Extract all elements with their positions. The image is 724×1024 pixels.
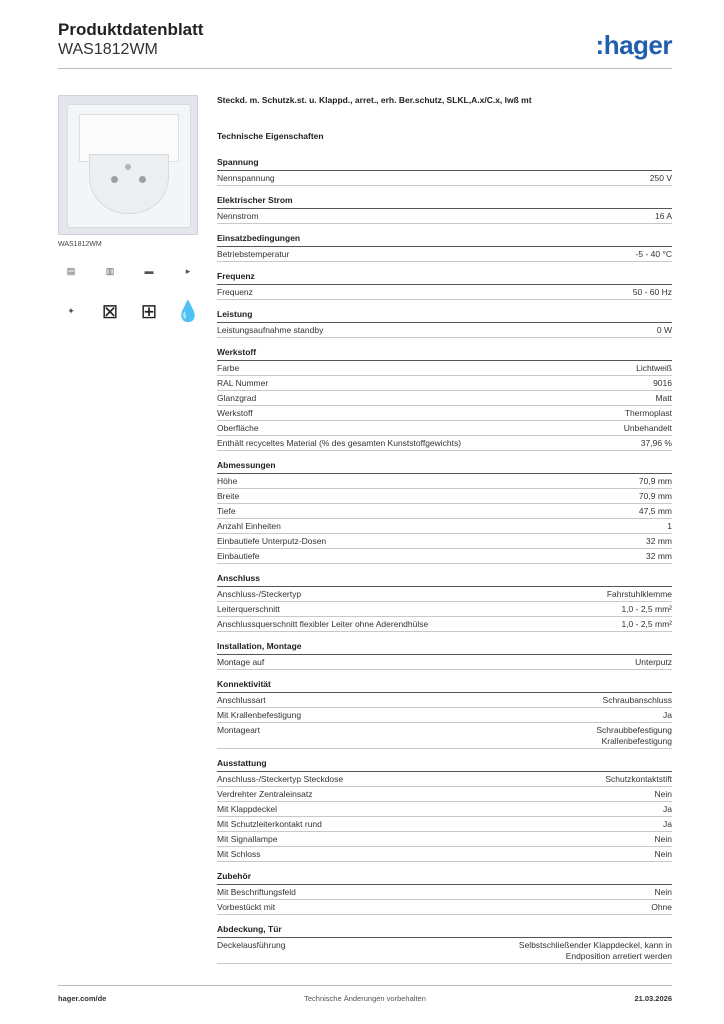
property-value-line: 250 V <box>649 172 672 183</box>
property-value-line: Ja <box>663 709 672 720</box>
group-title: Abmessungen <box>217 460 672 474</box>
property-value-line: Matt <box>655 392 672 403</box>
property-value <box>639 476 672 487</box>
property-row <box>217 323 672 338</box>
property-value <box>663 819 672 830</box>
property-value <box>636 363 672 374</box>
property-value <box>624 423 672 434</box>
group-title: Werkstoff <box>217 347 672 361</box>
water-drops-icon: 💧 <box>175 300 201 323</box>
property-value-line: Schraubbefestigung <box>596 724 672 735</box>
mounting-icon: ▸ <box>185 265 191 276</box>
property-row <box>217 391 672 406</box>
property-value <box>650 173 672 184</box>
property-value-line: Lichtweiß <box>636 362 672 373</box>
property-label: RAL Nummer <box>217 377 269 388</box>
property-group <box>217 641 672 670</box>
property-value-line: 32 mm <box>646 535 672 546</box>
property-label: Mit Klappdeckel <box>217 803 278 814</box>
property-value-line: Unbehandelt <box>623 422 672 433</box>
property-group <box>217 758 672 862</box>
property-value-line: Schutzkontaktstift <box>605 773 672 784</box>
property-value <box>639 491 672 502</box>
property-value-line: 37,96 % <box>640 437 672 448</box>
property-value <box>641 438 672 449</box>
footer-website: hager.com/de <box>58 994 107 1003</box>
main-content <box>217 95 672 973</box>
property-value-line: Selbstschließender Klappdeckel, kann in <box>518 939 672 950</box>
property-label: Anzahl Einheiten <box>217 520 281 531</box>
property-label: Anschlussquerschnitt flexibler Leiter ohne Aderendhülse <box>217 618 429 629</box>
property-value <box>633 287 672 298</box>
product-image <box>58 95 198 235</box>
property-value <box>625 408 672 419</box>
property-group <box>217 460 672 564</box>
property-value-line: 9016 <box>653 377 672 388</box>
group-title: Abdeckung, Tür <box>217 924 672 938</box>
property-label: Breite <box>217 490 240 501</box>
property-label: Verdrehter Zentraleinsatz <box>217 788 313 799</box>
property-group <box>217 679 672 749</box>
property-value <box>646 536 672 547</box>
property-value-line: Krallenbefestigung <box>601 735 672 746</box>
property-row <box>217 285 672 300</box>
property-group <box>217 871 672 915</box>
icon-grid <box>58 258 203 324</box>
property-row <box>217 474 672 489</box>
property-value <box>663 710 672 721</box>
property-row <box>217 361 672 376</box>
property-value-line: 1,0 - 2,5 mm² <box>621 618 672 629</box>
property-value-line: Ja <box>663 803 672 814</box>
property-label: Anschluss-/Steckertyp <box>217 588 302 599</box>
header-divider <box>58 68 672 69</box>
property-row <box>217 436 672 451</box>
property-value-line: 1 <box>667 520 672 531</box>
property-label: Oberfläche <box>217 422 259 433</box>
socket-hole-right <box>139 176 146 183</box>
property-label: Frequenz <box>217 286 253 297</box>
group-title: Elektrischer Strom <box>217 195 672 209</box>
property-value-line: Nein <box>654 788 672 799</box>
property-group <box>217 309 672 338</box>
property-value <box>663 804 672 815</box>
property-value <box>605 774 672 785</box>
group-title: Anschluss <box>217 573 672 587</box>
property-value <box>651 902 672 913</box>
property-row <box>217 787 672 802</box>
dimension-icon: ✦ <box>67 305 75 316</box>
property-row <box>217 602 672 617</box>
property-label: Anschluss-/Steckertyp Steckdose <box>217 773 344 784</box>
property-row <box>217 421 672 436</box>
property-label: Höhe <box>217 475 238 486</box>
property-value <box>519 940 672 962</box>
property-groups <box>217 157 672 964</box>
property-value-line: -5 - 40 °C <box>635 248 672 259</box>
property-value-line: Unterputz <box>635 656 672 667</box>
property-value <box>639 506 672 517</box>
group-title: Ausstattung <box>217 758 672 772</box>
property-value <box>667 521 672 532</box>
property-row <box>217 847 672 862</box>
property-value-line: 32 mm <box>646 550 672 561</box>
property-label: Deckelausführung <box>217 939 286 950</box>
property-group <box>217 233 672 262</box>
property-value <box>636 249 672 260</box>
property-label: Einbautiefe <box>217 550 260 561</box>
group-title: Konnektivität <box>217 679 672 693</box>
group-title: Spannung <box>217 157 672 171</box>
property-row <box>217 802 672 817</box>
property-label: Mit Schloss <box>217 848 261 859</box>
property-row <box>217 708 672 723</box>
property-row <box>217 534 672 549</box>
property-label: Mit Schutzleiterkontakt rund <box>217 818 322 829</box>
image-caption: WAS1812WM <box>58 241 102 248</box>
product-sidebar <box>58 95 203 324</box>
property-value-line: 1,0 - 2,5 mm² <box>621 603 672 614</box>
property-row <box>217 376 672 391</box>
property-value <box>603 695 672 706</box>
property-value-line: Nein <box>654 848 672 859</box>
footer-date: 21.03.2026 <box>634 994 672 1003</box>
logo-colon-mark: : <box>595 30 604 60</box>
document-icon: ▥ <box>105 265 115 276</box>
earth-pin <box>125 164 131 170</box>
property-row <box>217 587 672 602</box>
group-title: Leistung <box>217 309 672 323</box>
property-value-line: 50 - 60 Hz <box>632 286 672 297</box>
property-row <box>217 900 672 915</box>
socket-hole-left <box>111 176 118 183</box>
property-row <box>217 885 672 900</box>
property-row <box>217 655 672 670</box>
property-row <box>217 723 672 749</box>
product-number: WAS1812WM <box>58 41 158 58</box>
property-row <box>217 617 672 632</box>
property-value-line: 16 A <box>654 210 672 221</box>
property-row <box>217 693 672 708</box>
property-value-line: Thermoplast <box>624 407 672 418</box>
property-label: Farbe <box>217 362 240 373</box>
property-value-line: Fahrstuhlklemme <box>606 588 672 599</box>
property-value <box>646 551 672 562</box>
property-value-line: Ohne <box>651 901 672 912</box>
footer-divider <box>58 985 672 986</box>
property-label: Montage auf <box>217 656 265 667</box>
property-value <box>653 378 672 389</box>
section-heading: Technische Eigenschaften <box>217 131 324 141</box>
drawing-icon: ▬ <box>144 266 154 276</box>
property-row <box>217 832 672 847</box>
property-row <box>217 171 672 186</box>
property-group <box>217 924 672 964</box>
property-value-line: Nein <box>654 886 672 897</box>
property-value-line: Ja <box>663 818 672 829</box>
property-value <box>655 789 672 800</box>
property-label: Mit Krallenbefestigung <box>217 709 302 720</box>
property-value-line: Schraubanschluss <box>602 694 672 705</box>
footer-note: Technische Änderungen vorbehalten <box>304 994 426 1003</box>
property-row <box>217 489 672 504</box>
property-label: Tiefe <box>217 505 236 516</box>
property-label: Mit Signallampe <box>217 833 278 844</box>
property-row <box>217 772 672 787</box>
property-group <box>217 157 672 186</box>
property-value <box>655 887 672 898</box>
property-value <box>635 657 672 668</box>
property-label: Leiterquerschnitt <box>217 603 280 614</box>
group-title: Einsatzbedingungen <box>217 233 672 247</box>
document-header <box>58 20 203 59</box>
property-label: Glanzgrad <box>217 392 257 403</box>
group-title: Installation, Montage <box>217 641 672 655</box>
logo-text: hager <box>603 30 672 60</box>
property-label: Einbautiefe Unterputz-Dosen <box>217 535 327 546</box>
property-label: Leistungsaufnahme standby <box>217 324 324 335</box>
property-value <box>607 589 672 600</box>
property-group <box>217 347 672 451</box>
property-group <box>217 573 672 632</box>
property-row <box>217 247 672 262</box>
property-value <box>596 725 672 747</box>
property-value <box>655 834 672 845</box>
page-title: Produktdatenblatt <box>58 20 204 39</box>
property-label: Nennstrom <box>217 210 259 221</box>
product-description: Steckd. m. Schutzk.st. u. Klappd., arret., erh. Ber.schutz, SLKL,A.x/C.x, lwß mt <box>217 95 532 105</box>
property-label: Werkstoff <box>217 407 253 418</box>
property-label: Mit Beschriftungsfeld <box>217 886 296 897</box>
hager-logo <box>596 30 672 61</box>
property-value <box>655 849 672 860</box>
property-value-line: 0 W <box>656 324 672 335</box>
property-label: Vorbestückt mit <box>217 901 276 912</box>
safety-plug-icon: ⊞ <box>140 300 158 323</box>
property-row <box>217 519 672 534</box>
property-value <box>657 325 672 336</box>
property-row <box>217 504 672 519</box>
property-value-line: Endposition arretiert werden <box>565 950 672 961</box>
property-group <box>217 271 672 300</box>
no-disposal-bin-icon: ⊠ <box>101 300 119 323</box>
property-value <box>655 211 672 222</box>
property-value <box>655 393 672 404</box>
property-row <box>217 406 672 421</box>
property-row <box>217 817 672 832</box>
group-title: Zubehör <box>217 871 672 885</box>
property-value <box>621 604 672 615</box>
group-title: Frequenz <box>217 271 672 285</box>
property-value-line: 70,9 mm <box>638 475 672 486</box>
property-value-line: Nein <box>654 833 672 844</box>
property-label: Betriebstemperatur <box>217 248 290 259</box>
property-row <box>217 549 672 564</box>
property-label: Anschlussart <box>217 694 266 705</box>
property-row <box>217 938 672 964</box>
property-label: Nennspannung <box>217 172 275 183</box>
datasheet-icon: ▤ <box>66 265 76 276</box>
property-label: Enthält recyceltes Material (% des gesamten Kunststoffgewichts) <box>217 437 462 448</box>
property-row <box>217 209 672 224</box>
property-value-line: 47,5 mm <box>638 505 672 516</box>
property-value-line: 70,9 mm <box>638 490 672 501</box>
property-value <box>621 619 672 630</box>
property-label: Montageart <box>217 724 260 735</box>
property-group <box>217 195 672 224</box>
